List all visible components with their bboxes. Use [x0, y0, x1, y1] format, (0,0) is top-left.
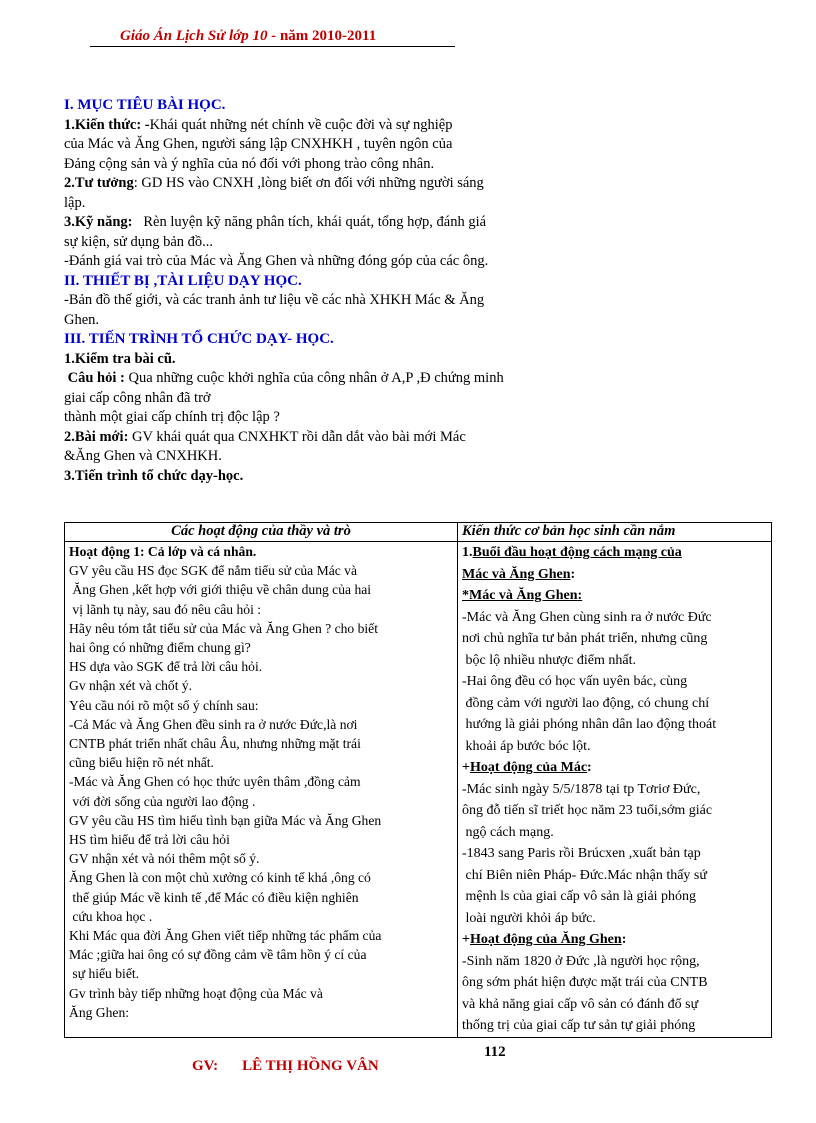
question-line-3: thành một giai cấp chính trị độc lập ?: [64, 409, 280, 425]
subheading-marx: +Hoạt động của Mác:: [462, 760, 592, 775]
knowledge-line: và khả năng giai cấp vô sản có đánh đổ sự: [462, 996, 699, 1012]
knowledge-heading-2: Mác và Ăng Ghen:: [462, 566, 576, 582]
header-rule: [90, 46, 455, 47]
knowledge-line-3: Đảng cộng sản và ý nghĩa của nó đối với phong trào công nhân.: [64, 155, 435, 172]
activity-line: Gv nhận xét và chốt ý.: [69, 678, 193, 694]
knowledge-line: -Mác sinh ngày 5/5/1878 tại tp Tơriơ Đức,: [462, 781, 701, 797]
subheading-marx-engels: *Mác và Ăng Ghen:: [462, 588, 583, 603]
activity-line: Ăng Ghen là con một chủ xưởng có kinh tế khá ,ông có: [69, 870, 371, 886]
activity-line: Gv trình bày tiếp những hoạt động của Mác và: [69, 985, 323, 1001]
knowledge-line: loài người khỏi áp bức.: [462, 910, 596, 926]
activity-line: GV yêu cầu HS tìm hiểu tình bạn giữa Mác và Ăng Ghen: [69, 812, 382, 828]
activity-line: cũng biểu hiện rõ nét nhất.: [69, 755, 214, 771]
question-line: Câu hỏi : Qua những cuộc khởi nghĩa của công nhân ở A,P ,Đ chứng minh: [67, 370, 504, 386]
lesson-table: [64, 522, 772, 1038]
knowledge-line: bộc lộ nhiều nhược điểm nhất.: [462, 652, 637, 668]
knowledge-line: 1.Kiến thức: -Khái quát những nét chính về cuộc đời và sự nghiệp: [64, 116, 453, 133]
process-heading: 3.Tiến trình tổ chức dạy-học.: [64, 467, 244, 484]
skills-line: 3.Kỹ năng: Rèn luyện kỹ năng phân tích, khái quát, tổng hợp, đánh giá: [64, 214, 487, 230]
header-title: Giáo Án Lịch Sử lớp 10 -: [120, 28, 277, 44]
thought-line: 2.Tư tưởng: GD HS vào CNXH ,lòng biết ơn đối với những người sáng: [64, 175, 484, 191]
question-line-2: giai cấp công nhân đã trở: [64, 389, 211, 406]
activity-line: HS dựa vào SGK để trả lời câu hỏi.: [69, 659, 263, 675]
knowledge-line: -Mác và Ăng Ghen cùng sinh ra ở nước Đức: [462, 609, 712, 625]
activity-line: Hãy nêu tóm tắt tiểu sử của Mác và Ăng Ghen ? cho biết: [69, 620, 378, 636]
page-number: 112: [484, 1044, 506, 1060]
page-header: [120, 28, 376, 45]
col-header-knowledge: Kiến thức cơ bản học sinh cần nắm: [458, 523, 772, 542]
knowledge-line: -Sinh năm 1820 ở Đức ,là người học rộng,: [462, 953, 700, 969]
footer-teacher: GV: LÊ THỊ HỒNG VÂN: [192, 1058, 379, 1074]
knowledge-line: hướng là giải phóng nhân dân lao động thoát: [462, 717, 717, 732]
knowledge-cell: [458, 542, 772, 1038]
new-lesson-line-2: &Ăng Ghen và CNXHKH.: [64, 448, 222, 464]
header-year: năm 2010-2011: [279, 28, 377, 44]
activity-line: GV yêu cầu HS đọc SGK để nắm tiểu sử của Mác và: [69, 563, 357, 579]
activity-title: Hoạt động 1: Cả lớp và cá nhân.: [69, 544, 257, 559]
thought-line-2: lập.: [64, 194, 86, 211]
activity-line: Khi Mác qua đời Ăng Ghen viết tiếp những tác phẩm của: [69, 928, 382, 944]
activity-line: Ăng Ghen:: [69, 1004, 130, 1020]
review-heading: 1.Kiểm tra bài cũ.: [64, 350, 176, 367]
activity-line: -Cả Mác và Ăng Ghen đều sinh ra ở nước Đức,là nơi: [69, 716, 358, 732]
knowledge-line: chí Biên niên Pháp- Đức.Mác nhận thấy sứ: [462, 867, 707, 883]
activity-line: sự hiểu biết.: [69, 966, 140, 982]
block-marx: [462, 779, 767, 930]
knowledge-line: ngộ cách mạng.: [462, 824, 554, 840]
equipment-line-2: Ghen.: [64, 311, 100, 328]
subheading-engels: +Hoạt động của Ăng Ghen:: [462, 932, 627, 947]
skills-line-3: -Đánh giá vai trò của Mác và Ăng Ghen và những đóng góp của các ông.: [64, 253, 489, 269]
activity-line: cứu khoa học .: [69, 908, 153, 924]
activity-line: Ăng Ghen ,kết hợp với giới thiệu về chân dung của hai: [69, 582, 372, 598]
activities-cell: [65, 542, 458, 1038]
activity-line: với đời sống của người lao động .: [69, 793, 256, 809]
activity-line: hai ông có những điểm chung gì?: [69, 640, 251, 656]
section-process-heading: III. TIẾN TRÌNH TỔ CHỨC DẠY- HỌC.: [64, 331, 334, 347]
new-lesson-line: 2.Bài mới: GV khái quát qua CNXHKT rồi dẫn dắt vào bài mới Mác: [64, 428, 466, 445]
col-header-activities: Các hoạt động của thầy và trò: [65, 523, 458, 542]
activity-line: HS tìm hiểu để trả lời câu hỏi: [69, 832, 230, 848]
section-objectives-heading: I. MỤC TIÊU BÀI HỌC.: [64, 97, 226, 113]
knowledge-heading: 1.Buổi đầu hoạt động cách mạng của: [462, 545, 682, 560]
block-engels: [462, 951, 767, 1037]
knowledge-line: -1843 sang Paris rồi Brúcxen ,xuất bản tạp: [462, 846, 701, 861]
knowledge-line: nơi chủ nghĩa tư bản phát triển, nhưng cũng: [462, 631, 708, 646]
activity-line: thể giúp Mác về kinh tế ,để Mác có điều kiện nghiên: [69, 889, 359, 905]
activity-line: CNTB phát triển nhất châu Âu, nhưng những mặt trái: [69, 736, 361, 752]
activity-lines: [69, 561, 453, 1022]
activity-line: vị lãnh tụ này, sau đó nêu câu hỏi :: [69, 601, 262, 617]
knowledge-line: đồng cảm với người lao động, có chung chí: [462, 695, 710, 711]
knowledge-line: thống trị của giai cấp tư sản tự giải phóng: [462, 1018, 696, 1033]
document-body: [64, 96, 584, 486]
knowledge-line: ông đỗ tiến sĩ triết học năm 23 tuổi,sớm giác: [462, 803, 713, 818]
knowledge-line: ông sớm phát hiện được mặt trái của CNTB: [462, 975, 708, 990]
activity-line: GV nhận xét và nói thêm một số ý.: [69, 851, 260, 867]
knowledge-line-2: của Mác và Ăng Ghen, người sáng lập CNXHKH , tuyên ngôn của: [64, 136, 453, 152]
knowledge-line: khoải áp bước bóc lột.: [462, 738, 591, 754]
knowledge-line: -Hai ông đều có học vấn uyên bác, cùng: [462, 674, 688, 689]
activity-line: Mác ;giữa hai ông có sự đồng cảm về tâm hồn ý cí của: [69, 947, 367, 963]
knowledge-line: mệnh ls của giai cấp vô sản là giải phóng: [462, 889, 697, 904]
section-equipment-heading: II. THIẾT BỊ ,TÀI LIỆU DẠY HỌC.: [64, 272, 302, 289]
activity-line: -Mác và Ăng Ghen có học thức uyên thâm ,đồng cảm: [69, 774, 361, 790]
skills-line-2: sự kiện, sử dụng bản đồ...: [64, 233, 214, 250]
activity-line: Yêu cầu nói rõ một số ý chính sau:: [69, 697, 259, 713]
block-marx-engels: [462, 607, 767, 758]
equipment-line: -Bản đồ thế giới, và các tranh ảnh tư liệu về các nhà XHKH Mác & Ăng: [64, 292, 485, 308]
